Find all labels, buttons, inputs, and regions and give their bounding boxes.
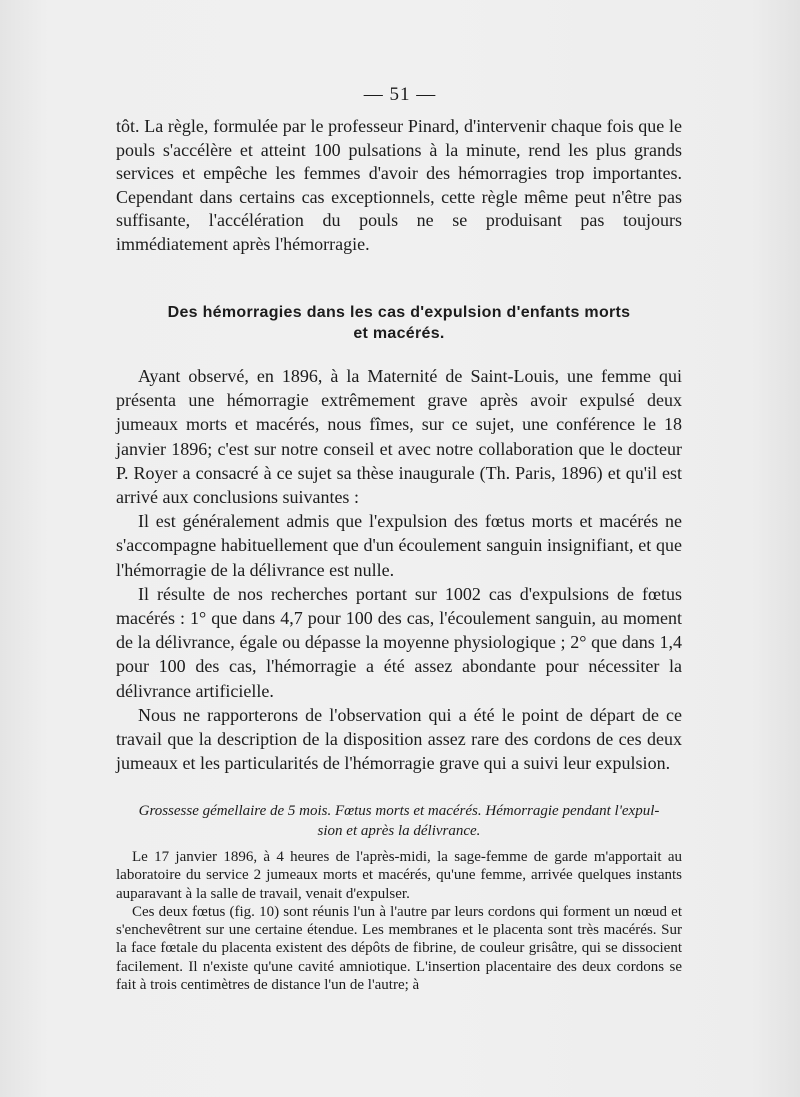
observation-paragraph: Le 17 janvier 1896, à 4 heures de l'après-midi, la sage-femme de garde m'apportait au laboratoire du service 2 jumeaux morts et macérés, qu'une femme, arrivée quelques instants auparavant à la salle de travail, venait d'expulser. [116, 849, 682, 902]
observation-title [116, 801, 682, 841]
body-paragraph: Nous ne rapporterons de l'observation qui a été le point de départ de ce travail que la description de la disposition assez rare des cordons de ces deux jumeaux et les particularités de l'hémorragie grave qui a suivi leur expulsion. [116, 704, 682, 774]
section-heading [116, 302, 682, 344]
intro-text-block [116, 115, 682, 256]
body-paragraph: Ayant observé, en 1896, à la Maternité de Saint-Louis, une femme qui présenta une hémorragie extrêmement grave après avoir expulsé deux jumeaux morts et macérés, nous fîmes, sur ce sujet, une conférence le 18 janvier 1896; c'est sur notre conseil et avec notre collaboration que le docteur P. Royer a consacré à ce sujet sa thèse inaugurale (Th. Paris, 1896) et qu'il est arrivé aux conclusions suivantes : [116, 366, 682, 508]
observation-title-line-2: sion et après la délivrance. [317, 823, 481, 839]
section-heading-line-2: et macérés. [353, 325, 445, 342]
body-paragraph: Il résulte de nos recherches portant sur 1002 cas d'expulsions de fœtus macérés : 1° que dans 4,7 pour 100 des cas, l'écoulement sanguin, au moment de la délivrance, égale ou dépasse la moyenne physiologique ; 2° que dans 1,4 pour 100 des cas, l'hémorragie a été assez abondante pour nécessiter la délivrance artificielle. [116, 583, 682, 701]
intro-paragraph: tôt. La règle, formulée par le professeur Pinard, d'intervenir chaque fois que le pouls s'accélère et atteint 100 pulsations à la minute, rend les plus grands services et empêche les femmes d'avoir des hémorragies trop importantes. Cependant dans certains cas exceptionnels, cette règle même peut n'être pas suffisante, l'accélération du pouls ne se produisant pas toujours immédiatement après l'hémorragie. [116, 116, 682, 254]
observation-paragraph: Ces deux fœtus (fig. 10) sont réunis l'un à l'autre par leurs cordons qui forment un nœud et s'enchevêtrent sur une certaine étendue. Les membranes et le placenta sont très macérés. Sur la face fœtale du placenta existent des dépôts de fibrine, de couleur grisâtre, qui se dissocient facilement. Il n'existe qu'une cavité amniotique. L'insertion placentaire des deux cordons se fait à trois centimètres de distance l'un de l'autre; à [116, 903, 682, 994]
observation-text-block [116, 848, 682, 994]
observation-title-line-1: Grossesse gémellaire de 5 mois. Fœtus morts et macérés. Hémorragie pendant l'expul- [138, 803, 660, 819]
section-heading-line-1: Des hémorragies dans les cas d'expulsion d'enfants morts [167, 304, 631, 321]
body-text-block [116, 364, 682, 775]
page-number: — 51 — [363, 84, 437, 105]
body-paragraph: Il est généralement admis que l'expulsion des fœtus morts et macérés ne s'accompagne habituellement que d'un écoulement sanguin insignifiant, et que l'hémorragie de la délivrance est nulle. [116, 511, 682, 580]
